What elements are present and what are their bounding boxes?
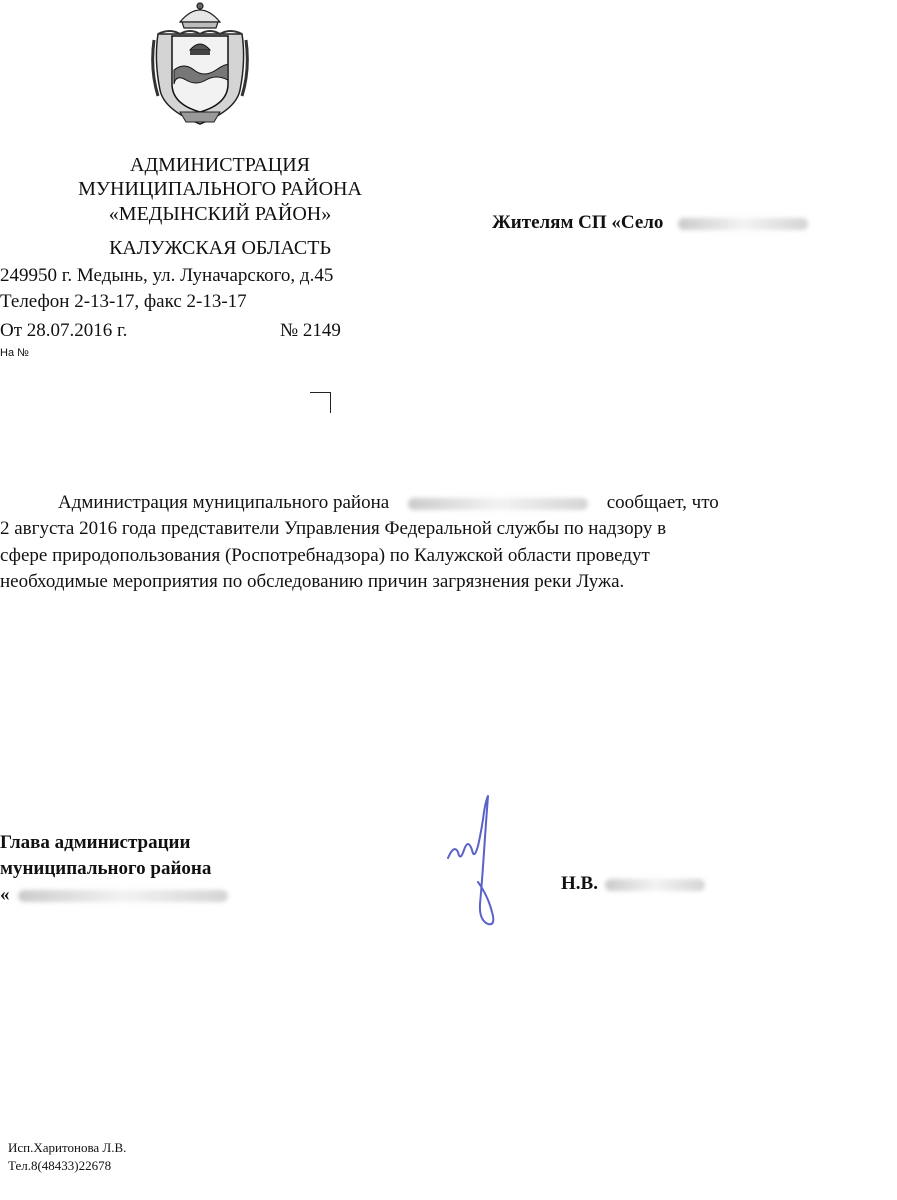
body-line-1 — [58, 492, 719, 514]
signatory-name — [561, 873, 705, 895]
body-line-1-end: сообщает, что — [606, 492, 719, 513]
signatory-initials: Н.В. — [561, 873, 598, 894]
reference-label: На № — [0, 347, 29, 359]
redacted-block — [18, 890, 228, 902]
body-line-4: необходимые мероприятия по обследованию причин загрязнения реки Лужа. — [0, 571, 625, 592]
signatory-title-2: муниципального района — [0, 858, 212, 879]
executor-name: Исп.Харитонова Л.В. — [8, 1140, 127, 1155]
org-name-line-2: МУНИЦИПАЛЬНОГО РАЙОНА — [78, 178, 362, 200]
org-phone: Телефон 2-13-17, факс 2-13-17 — [0, 291, 247, 312]
handwritten-signature — [440, 792, 510, 932]
body-line-3: сфере природопользования (Роспотребнадзора) по Калужской области проведут — [0, 545, 650, 566]
redacted-block — [408, 498, 588, 510]
body-line-2: 2 августа 2016 года представители Управления Федеральной службы по надзору в — [0, 518, 667, 539]
signatory-title-3-text: « — [0, 884, 10, 905]
recipient-line — [492, 212, 808, 234]
org-region: КАЛУЖСКАЯ ОБЛАСТЬ — [109, 237, 331, 259]
recipient-text: Жителям СП «Село — [492, 212, 664, 233]
corner-mark — [310, 392, 331, 413]
document-number: № 2149 — [280, 320, 341, 341]
org-name-line-3: «МЕДЫНСКИЙ РАЙОН» — [108, 203, 332, 225]
redacted-block — [678, 218, 808, 230]
redacted-block — [605, 879, 705, 891]
org-name-line-1: АДМИНИСТРАЦИЯ — [130, 154, 310, 176]
document-date: От 28.07.2016 г. — [0, 320, 128, 341]
coat-of-arms-emblem — [150, 0, 250, 128]
body-line-1-start: Администрация муниципального района — [58, 492, 390, 513]
signatory-title-1: Глава администрации — [0, 832, 191, 853]
signatory-title-3 — [0, 884, 228, 906]
org-address: 249950 г. Медынь, ул. Луначарского, д.45 — [0, 265, 334, 286]
executor-phone: Тел.8(48433)22678 — [8, 1158, 112, 1173]
